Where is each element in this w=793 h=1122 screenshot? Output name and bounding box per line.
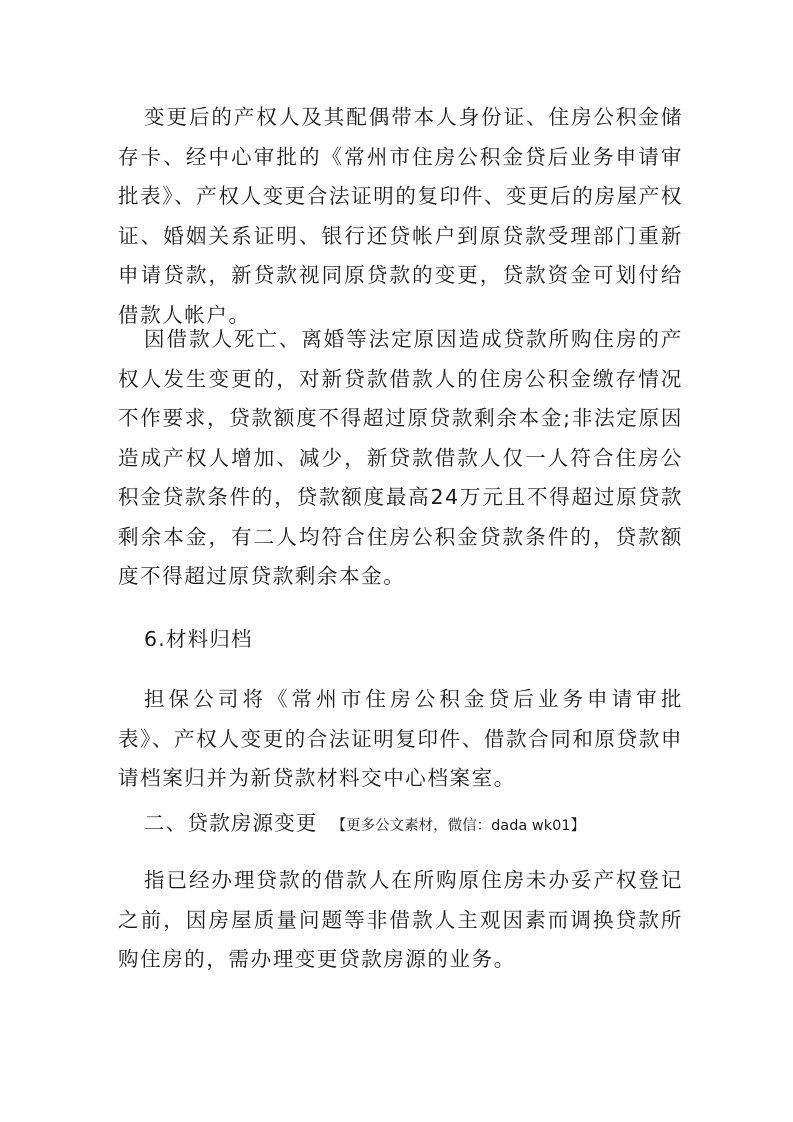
section-heading-material-archiving: 6.材料归档: [144, 627, 253, 651]
paragraph-archiving-procedure: 担保公司将《常州市住房公积金贷后业务申请审批表》、产权人变更的合法证明复印件、借款合同和原贷款申请档案归并为新贷款材料交中心档案室。: [118, 687, 683, 790]
section-heading-note: 【更多公文素材，微信：dada wk01】: [331, 818, 586, 834]
paragraph-housing-source-change-definition: 指已经办理贷款的借款人在所购原住房未办妥产权登记之前，因房屋质量问题等非借款人主观因素而调换贷款所购住房的，需办理变更贷款房源的业务。: [118, 868, 683, 971]
section-heading-text: 二、贷款房源变更: [144, 811, 318, 835]
section-heading-housing-source-change: [144, 808, 585, 841]
paragraph-property-owner-change-materials: 变更后的产权人及其配偶带本人身份证、住房公积金储存卡、经中心审批的《常州市住房公积金贷后业务申请审批表》、产权人变更合法证明的复印件、变更后的房屋产权证、婚姻关系证明、银行还贷帐户到原贷款受理部门重新申请贷款，新贷款视同原贷款的变更，贷款资金可划付给借款人帐户。: [118, 105, 683, 327]
paragraph-loan-amount-rules: 因借款人死亡、离婚等法定原因造成贷款所购住房的产权人发生变更的，对新贷款借款人的住房公积金缴存情况不作要求，贷款额度不得超过原贷款剩余本金;非法定原因造成产权人增加、减少，新贷款借款人仅一人符合住房公积金贷款条件的，贷款额度最高24万元且不得超过原贷款剩余本金，有二人均符合住房公积金贷款条件的，贷款额度不得超过原贷款剩余本金。: [118, 327, 683, 588]
